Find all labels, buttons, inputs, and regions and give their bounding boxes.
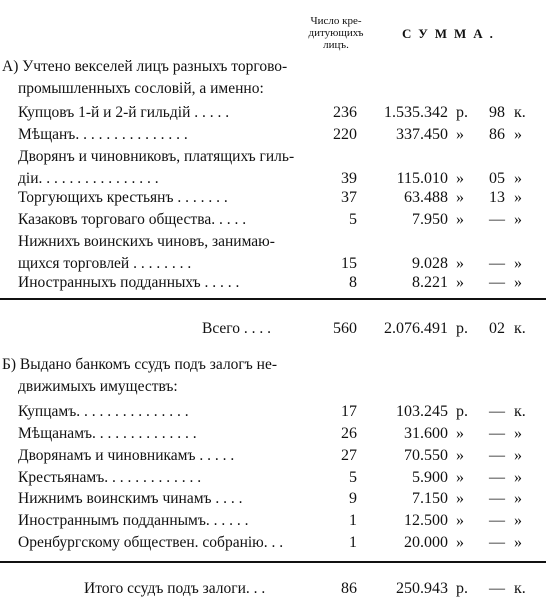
section-b-row-label: Купцамъ. . . . . . . . . . . . . . . <box>18 403 189 420</box>
section-b-title-line2: движимыхъ имуществъ: <box>18 378 178 395</box>
section-a-row-count: 39 <box>341 170 357 187</box>
section-a-row-kopecks-unit: » <box>514 211 522 228</box>
section-a-row-kopecks: — <box>489 274 505 291</box>
section-b-row-sum: 70.550 <box>404 447 448 464</box>
section-a-row-label-cont: щихся торговлей . . . . . . . . <box>18 255 192 272</box>
section-b-row-count: 1 <box>349 534 357 551</box>
section-b-row-kopecks-unit: » <box>514 447 522 464</box>
section-b-divider <box>0 561 546 563</box>
section-b-row-sum: 7.150 <box>412 490 448 507</box>
section-b-row-kopecks-unit: » <box>514 425 522 442</box>
section-a-row-kopecks: 05 <box>489 170 505 187</box>
section-a-row-kopecks-unit: к. <box>514 104 526 121</box>
section-a-row-unit: » <box>456 126 464 143</box>
section-b-row-kopecks: — <box>489 425 505 442</box>
section-b-total-kopecks: — <box>489 580 505 597</box>
section-a-row-label: Торгующихъ крестьянъ . . . . . . . <box>18 189 228 206</box>
section-a-row-kopecks-unit: » <box>514 255 522 272</box>
section-a-row-label: Мѣщанъ. . . . . . . . . . . . . . . <box>18 126 188 143</box>
section-a-row-sum: 1.535.342 <box>384 104 448 121</box>
section-a-row-count: 236 <box>333 104 357 121</box>
section-b-row-unit: » <box>456 512 464 529</box>
section-b-row-kopecks: — <box>489 403 505 420</box>
section-a-row-kopecks: 86 <box>489 126 505 143</box>
section-a-row-count: 15 <box>341 255 357 272</box>
section-b-total-label: Итого ссудъ подъ залоги. . . <box>84 580 266 597</box>
section-b-row-kopecks: — <box>489 469 505 486</box>
section-a-row-kopecks: 98 <box>489 104 505 121</box>
section-b-row-kopecks: — <box>489 447 505 464</box>
section-b-row-kopecks: — <box>489 490 505 507</box>
section-b-row-kopecks-unit: » <box>514 469 522 486</box>
section-a-title-line1: А) Учтено векселей лицъ разныхъ торгово- <box>2 58 288 75</box>
section-a-row-unit: » <box>456 170 464 187</box>
section-b-row-kopecks-unit: » <box>514 534 522 551</box>
section-a-total-kopecks: 02 <box>489 320 505 337</box>
section-b-total-count: 86 <box>341 580 357 597</box>
section-a-total-kopecks-unit: к. <box>514 320 526 337</box>
section-a-row-sum: 337.450 <box>396 126 448 143</box>
count-column-header-line1: Число кре- <box>310 15 362 27</box>
section-a-row-label: Купцовъ 1-й и 2-й гильдій . . . . . <box>18 104 230 121</box>
section-b-row-label: Крестьянамъ. . . . . . . . . . . . . <box>18 469 202 486</box>
section-a-divider <box>0 298 546 300</box>
section-a-row-sum: 8.221 <box>412 274 448 291</box>
section-b-row-kopecks-unit: » <box>514 490 522 507</box>
section-a-row-sum: 115.010 <box>396 170 448 187</box>
section-a-total-label: Всего . . . . <box>202 320 272 337</box>
section-a-row-kopecks: — <box>489 211 505 228</box>
section-a-row-label: Нижнихъ воинскихъ чиновъ, занимаю- <box>18 233 275 250</box>
section-b-row-count: 27 <box>341 447 357 464</box>
section-b-row-kopecks-unit: к. <box>514 403 526 420</box>
section-b-title-line1: Б) Выдано банкомъ ссудъ подъ залогъ не- <box>2 356 278 373</box>
section-a-total-count: 560 <box>333 320 357 337</box>
section-b-row-unit: » <box>456 534 464 551</box>
section-a-row-unit: » <box>456 255 464 272</box>
section-a-row-count: 220 <box>333 126 357 143</box>
section-a-row-label: Иностранныхъ подданныхъ . . . . . <box>18 274 240 291</box>
section-b-row-label: Нижнимъ воинскимъ чинамъ . . . . <box>18 490 243 507</box>
section-b-row-unit: » <box>456 469 464 486</box>
section-a-total-unit: р. <box>456 320 468 337</box>
section-b-row-count: 5 <box>349 469 357 486</box>
section-b-row-label: Мѣщанамъ. . . . . . . . . . . . . . <box>18 425 197 442</box>
section-b-row-count: 9 <box>349 490 357 507</box>
section-a-row-unit: » <box>456 274 464 291</box>
section-a-row-count: 5 <box>349 211 357 228</box>
section-a-row-unit: » <box>456 189 464 206</box>
section-a-row-label-cont: діи. . . . . . . . . . . . . . . . <box>18 170 159 187</box>
section-a-row-sum: 63.488 <box>404 189 448 206</box>
section-b-row-unit: » <box>456 490 464 507</box>
count-column-header-line3: лицъ. <box>323 39 349 51</box>
section-b-row-sum: 103.245 <box>396 403 448 420</box>
section-b-row-label: Дворянамъ и чиновникамъ . . . . . <box>18 447 235 464</box>
section-b-total-kopecks-unit: к. <box>514 580 526 597</box>
section-b-row-kopecks-unit: » <box>514 512 522 529</box>
section-b-row-count: 26 <box>341 425 357 442</box>
section-a-total-sum: 2.076.491 <box>384 320 448 337</box>
section-a-row-unit: » <box>456 211 464 228</box>
section-a-row-count: 37 <box>341 189 357 206</box>
section-a-row-kopecks-unit: » <box>514 126 522 143</box>
section-b-row-count: 1 <box>349 512 357 529</box>
section-a-row-kopecks-unit: » <box>514 170 522 187</box>
section-b-row-kopecks: — <box>489 534 505 551</box>
section-b-row-sum: 20.000 <box>404 534 448 551</box>
section-a-row-label: Казаковъ торговаго общества. . . . . <box>18 211 247 228</box>
section-b-row-kopecks: — <box>489 512 505 529</box>
section-a-row-sum: 7.950 <box>412 211 448 228</box>
section-a-row-kopecks-unit: » <box>514 189 522 206</box>
section-a-row-label: Дворянъ и чиновниковъ, платящихъ гиль- <box>18 148 295 165</box>
section-b-row-sum: 5.900 <box>412 469 448 486</box>
section-a-row-kopecks: 13 <box>489 189 505 206</box>
section-b-row-sum: 12.500 <box>404 512 448 529</box>
section-b-total-unit: р. <box>456 580 468 597</box>
section-a-row-kopecks: — <box>489 255 505 272</box>
section-b-total-sum: 250.943 <box>396 580 448 597</box>
sum-column-header: СУММА. <box>402 26 500 41</box>
section-b-row-sum: 31.600 <box>404 425 448 442</box>
section-b-row-count: 17 <box>341 403 357 420</box>
section-a-row-count: 8 <box>349 274 357 291</box>
section-b-row-unit: р. <box>456 403 468 420</box>
section-a-title-line2: промышленныхъ сословій, а именно: <box>18 80 264 97</box>
section-b-row-unit: » <box>456 425 464 442</box>
section-b-row-label: Иностраннымъ подданнымъ. . . . . . <box>18 512 249 529</box>
section-b-row-unit: » <box>456 447 464 464</box>
section-a-row-unit: р. <box>456 104 468 121</box>
section-a-row-kopecks-unit: » <box>514 274 522 291</box>
count-column-header-line2: дитующихъ <box>308 27 364 39</box>
section-b-row-label: Оренбургскому обществен. собранію. . . <box>18 534 284 551</box>
section-a-row-sum: 9.028 <box>412 255 448 272</box>
